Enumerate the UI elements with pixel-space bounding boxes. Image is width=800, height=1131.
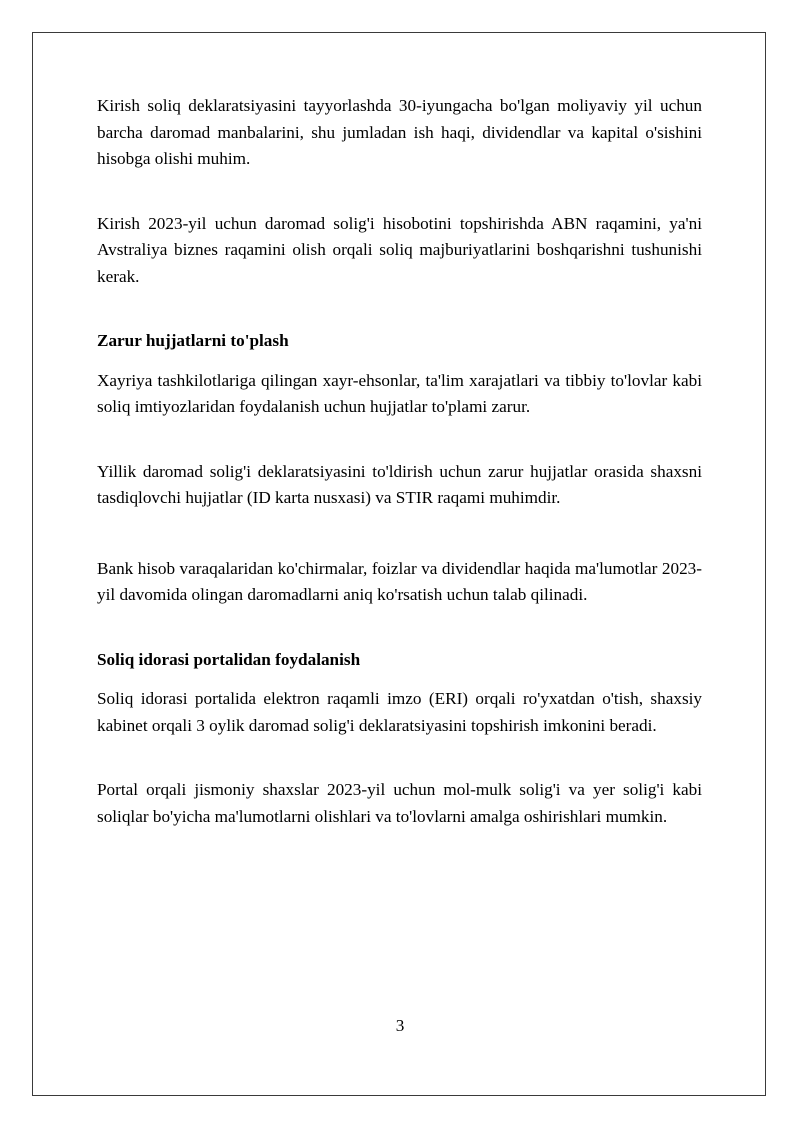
heading-tax-portal: Soliq idorasi portalidan foydalanish — [97, 649, 361, 669]
paragraph-abn-number: Kirish 2023-yil uchun daromad solig'i hisobotini topshirishda ABN raqamini, ya'ni Avstraliya biznes raqamini olish orqali soliq majburiyatlarini boshqarishni tushunishi kerak. — [97, 213, 702, 286]
paragraph-id-documents: Yillik daromad solig'i deklaratsiyasini to'ldirish uchun zarur hujjatlar orasida shaxsni tasdiqlovchi hujjatlar (ID karta nusxasi) va STIR raqami muhimdir. — [97, 461, 702, 507]
paragraph-portal-registration: Soliq idorasi portalida elektron raqamli imzo (ERI) orqali ro'yxatdan o'tish, shaxsiy kabinet orqali 3 oylik daromad solig'i deklaratsiyasini topshirish imkonini beradi. — [97, 689, 702, 735]
paragraph-tax-return-income-sources: Kirish soliq deklaratsiyasini tayyorlashda 30-iyungacha bo'lgan moliyaviy yil uchun barcha daromad manbalarini, shu jumladan ish haqi, dividendlar va kapital o'sishini hisobga olishi muhim. — [97, 96, 702, 168]
page-number: 3 — [395, 1016, 405, 1035]
paragraph-tax-benefits-documents: Xayriya tashkilotlariga qilingan xayr-ehsonlar, ta'lim xarajatlari va tibbiy to'lovlar kabi soliq imtiyozlaridan foydalanish uchun hujjatlar to'plami zarur. — [97, 370, 702, 416]
page-content — [97, 93, 702, 830]
heading-collect-documents: Zarur hujjatlarni to'plash — [97, 331, 289, 350]
paragraph-portal-property-tax: Portal orqali jismoniy shaxslar 2023-yil uchun mol-mulk solig'i va yer solig'i kabi soliqlar bo'yicha ma'lumotlarni olishlari va to'lovlarni amalga oshirishlari mumkin. — [97, 780, 702, 826]
paragraph-bank-statements: Bank hisob varaqalaridan ko'chirmalar, foizlar va dividendlar haqida ma'lumotlar 2023-yil davomida olingan daromadlarni aniq ko'rsatish uchun talab qilinadi. — [97, 558, 702, 604]
